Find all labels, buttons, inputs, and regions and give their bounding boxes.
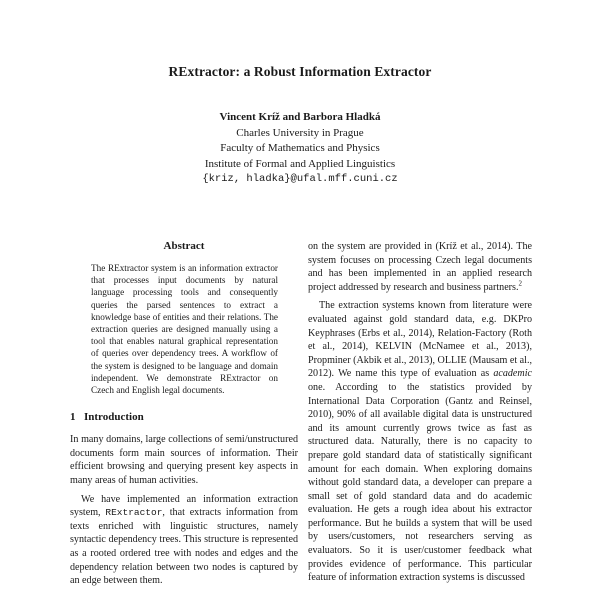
section-heading-introduction [70,411,298,423]
left-column [70,240,298,588]
intro-paragraph-2 [70,493,298,588]
right-paragraph-2-end: one. According to the statistics provided by International Data Corporation (Gantz and Reinsel, 2010), 90% of all available digital data is unstructured and its amount currently grows twice as fast as structured data. Naturally, there is no capacity to prepare gold standard data of statistically significant amount for each domain. When exploring domains without gold standard data, a developer can prepare a small set of gold standard data and do academic evaluation. He gets a rough idea about his extractor performance. But he builds a system that will be used by users/customers, not researchers serving as evaluators. So it is user/customer feedback what provides evidence of performance. This particular feature of information extraction systems is discussed [308,381,532,584]
abstract-text: The RExtractor system is an information extractor that processes input documents by natural language processing tools and consequently queries the parsed sentences to extract a knowledge base of entities and their relations. The extraction queries are designed manually using a tool that enables natural graphical representation of queries over dependency trees. A workflow of the system is designed to be language and domain independent. We demonstrate RExtractor on Czech and English legal documents. [91,263,278,396]
right-paragraph-1-text: on the system are provided in (Kríž et al., 2014). The system focuses on processing Czech legal documents and has been implemented in an applied research project addressed by research and business partners. [308,241,532,293]
intro-paragraph-1: In many domains, large collections of semi/unstructured documents form main sources of information. Their efficient browsing and querying present key aspects in many areas of human activities. [70,434,298,487]
right-paragraph-1 [308,240,532,294]
right-paragraph-2 [308,299,532,584]
section-number: 1 [70,411,76,424]
section-title: Introduction [84,411,144,424]
right-column [308,240,532,585]
author-email: {kriz, hladka}@ufal.mff.cuni.cz [202,173,398,185]
affiliation-institute: Institute of Formal and Applied Linguistics [204,157,396,170]
intro-paragraph-2-end: , that extracts information from texts enriched with linguistic structures, namely syntactic dependency trees. This structure is represented as a rooted ordered tree with nodes and edges and the dependency relation between two nodes is captured by an edge between them. [70,507,298,587]
academic-emphasis: academic [493,368,532,380]
footnote-marker: 2 [518,279,522,288]
abstract-heading: Abstract [163,240,205,252]
author-block [0,110,600,188]
right-paragraph-2-start: The extraction systems known from literature were evaluated against gold standard data, e.g. DKPro Keyphrases (Erbs et al., 2014), Relation-Factory (Roth et al., 2014), KELVIN (McNamee et al., 2013), Propminer (Akbik et al., 2013), OLLIE (Mausam et al., 2012). We name this type of evaluation as [308,300,532,380]
affiliation-university: Charles University in Prague [236,126,364,139]
intro-paragraph-2-start: We have implemented an information extraction system, [70,493,298,519]
affiliation-faculty: Faculty of Mathematics and Physics [220,142,380,154]
author-names: Vincent Kríž and Barbora Hladká [219,111,381,123]
rextractor-code-term: RExtractor [105,507,163,519]
paper-title: RExtractor: a Robust Information Extractor [168,64,432,79]
